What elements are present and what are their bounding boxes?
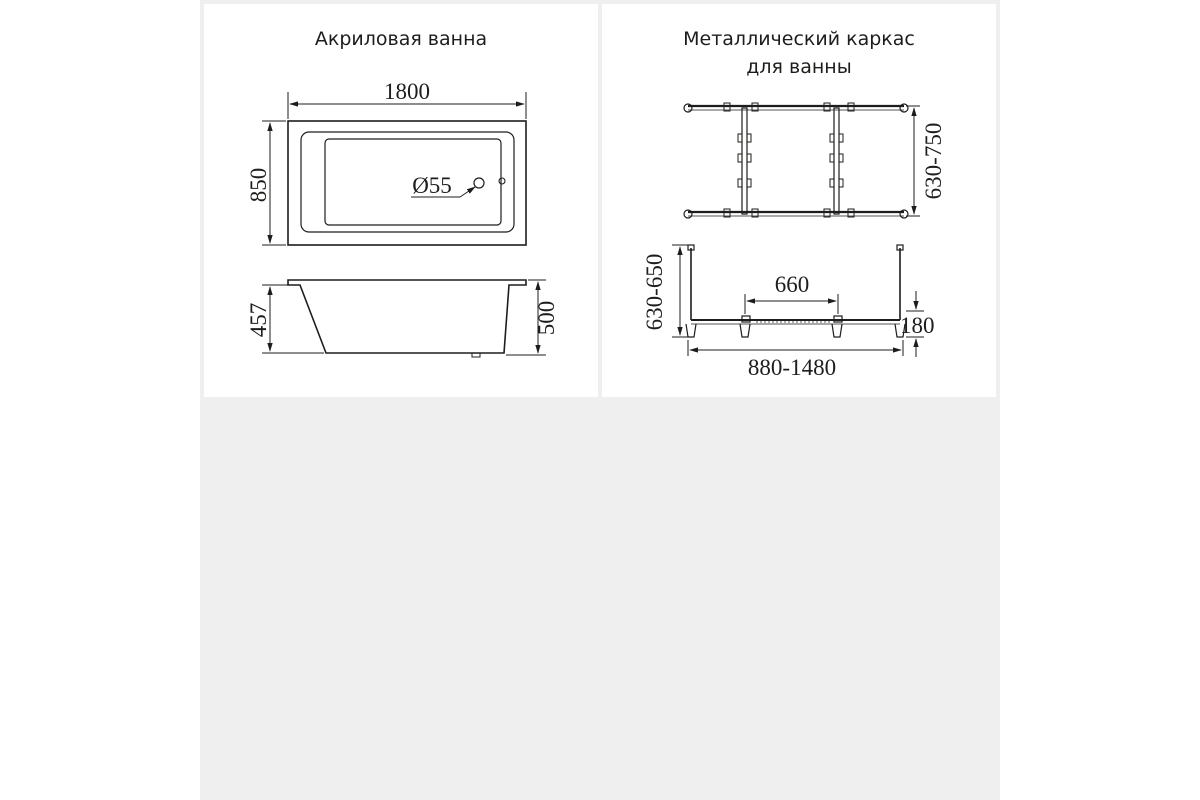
frame-foot-mid-right bbox=[832, 324, 842, 337]
bathtub-side-view bbox=[288, 280, 526, 357]
bathtub-drawing bbox=[204, 4, 598, 397]
dim-length-label: 1800 bbox=[384, 79, 430, 104]
drain-hole bbox=[474, 178, 484, 188]
dim-center-span bbox=[745, 294, 838, 314]
dim-frame-width bbox=[906, 106, 920, 216]
frame-crossbar-right bbox=[834, 108, 839, 214]
dim-inner-depth-label: 457 bbox=[246, 302, 271, 338]
dim-leg-height-label: 630-650 bbox=[642, 253, 667, 331]
tub-side-profile bbox=[288, 280, 526, 353]
metal-frame-title-line1: Металлический каркас bbox=[683, 28, 915, 50]
dim-leg-height bbox=[672, 245, 688, 337]
bathtub-top-view bbox=[288, 121, 526, 245]
acrylic-bathtub-panel bbox=[204, 4, 598, 397]
dim-width-label: 850 bbox=[246, 167, 271, 203]
dim-feet-height-label: 180 bbox=[900, 313, 935, 338]
dim-frame-width-label: 630-750 bbox=[921, 122, 946, 200]
dim-frame-length-label: 880-1480 bbox=[747, 355, 837, 380]
frame-foot-mid-left bbox=[740, 324, 750, 337]
frame-top-view bbox=[684, 103, 908, 218]
acrylic-bathtub-title-text: Акриловая ванна bbox=[314, 28, 488, 50]
drain-label: Ø55 bbox=[412, 173, 452, 198]
overflow-hole bbox=[499, 178, 505, 184]
dim-center-span-label: 660 bbox=[774, 272, 810, 297]
dim-height-label: 500 bbox=[534, 300, 559, 336]
dim-frame-length bbox=[688, 340, 903, 356]
dim-inner-depth bbox=[262, 285, 324, 353]
metal-frame-panel bbox=[602, 4, 996, 397]
metal-frame-title-line2: для ванны bbox=[746, 56, 852, 78]
frame-foot-left bbox=[686, 324, 696, 337]
tub-inner-edge bbox=[301, 132, 514, 232]
frame-drawing bbox=[602, 4, 996, 397]
frame-crossbar-left bbox=[742, 108, 747, 214]
